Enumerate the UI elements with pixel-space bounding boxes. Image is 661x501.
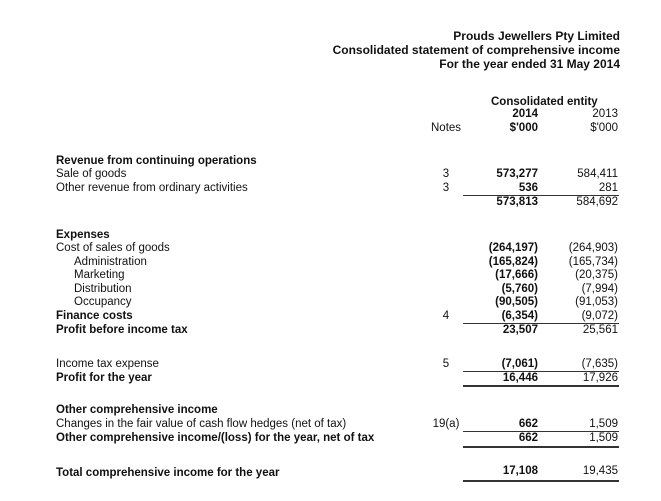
column-year-2014: 2014 <box>512 108 538 120</box>
row-value-2013: (20,375) <box>575 269 618 281</box>
row-label: Finance costs <box>56 310 133 322</box>
row-value-2014: 573,813 <box>496 196 538 208</box>
row-label: Changes in the fair value of cash flow hedges (net of tax) <box>56 418 347 430</box>
row-label: Marketing <box>74 269 125 281</box>
row-value-2014: (90,505) <box>495 296 538 308</box>
row-note: 4 <box>442 310 450 322</box>
row-value-2014: 536 <box>518 182 538 194</box>
column-unit-2014: $'000 <box>509 122 538 134</box>
row-value-2014: (6,354) <box>501 310 538 322</box>
row-value-2013: 1,509 <box>589 418 618 430</box>
row-value-2013: 584,411 <box>577 168 618 180</box>
row-label: Cost of sales of goods <box>56 242 170 254</box>
row-label: Other comprehensive income/(loss) for the year, net of tax <box>56 432 375 444</box>
row-value-2014: 662 <box>518 418 538 430</box>
row-label: Occupancy <box>74 296 132 308</box>
row-value-2013: 19,435 <box>582 465 618 477</box>
row-label: Sale of goods <box>56 168 127 180</box>
total-rule <box>463 446 619 448</box>
row-label: Other comprehensive income <box>56 404 218 416</box>
row-label: Distribution <box>74 283 132 295</box>
row-label: Expenses <box>56 229 110 241</box>
row-note: 19(a) <box>432 418 460 430</box>
company-name: Prouds Jewellers Pty Limited <box>453 29 620 43</box>
row-value-2014: 17,108 <box>502 465 538 477</box>
row-value-2014: 16,446 <box>502 372 538 384</box>
row-value-2014: 573,277 <box>496 168 538 180</box>
row-value-2013: 1,509 <box>589 432 618 444</box>
column-notes-header: Notes <box>431 122 462 134</box>
row-value-2013: 25,561 <box>582 324 618 336</box>
row-value-2013: (264,903) <box>568 242 618 254</box>
row-label: Profit for the year <box>56 372 152 384</box>
column-group-header: Consolidated entity <box>491 96 598 108</box>
column-year-2013: 2013 <box>592 108 618 120</box>
row-label: Revenue from continuing operations <box>56 155 257 167</box>
row-note: 5 <box>442 358 450 370</box>
column-unit-2013: $'000 <box>590 122 618 134</box>
row-value-2013: (91,053) <box>575 296 618 308</box>
row-value-2013: 281 <box>598 182 618 194</box>
row-label: Administration <box>74 256 147 268</box>
row-label: Total comprehensive income for the year <box>56 467 280 479</box>
row-value-2013: 584,692 <box>576 196 618 208</box>
row-value-2013: (7,635) <box>581 358 618 370</box>
row-value-2013: (165,734) <box>568 256 618 268</box>
row-value-2014: 23,507 <box>502 324 538 336</box>
row-value-2013: (9,072) <box>581 310 618 322</box>
row-value-2014: (264,197) <box>488 242 538 254</box>
row-value-2013: 17,926 <box>582 372 618 384</box>
row-value-2013: (7,994) <box>581 283 618 295</box>
row-label: Income tax expense <box>56 358 159 370</box>
total-rule <box>463 480 619 482</box>
row-value-2014: (7,061) <box>501 358 538 370</box>
statement-period: For the year ended 31 May 2014 <box>439 57 620 71</box>
row-value-2014: 662 <box>518 432 538 444</box>
row-label: Other revenue from ordinary activities <box>56 182 248 194</box>
row-value-2014: (17,666) <box>495 269 538 281</box>
total-rule <box>463 385 619 387</box>
statement-title: Consolidated statement of comprehensive income <box>332 43 620 57</box>
row-label: Profit before income tax <box>56 324 188 336</box>
row-value-2014: (5,760) <box>501 283 538 295</box>
row-note: 3 <box>442 182 450 194</box>
row-value-2014: (165,824) <box>488 256 538 268</box>
row-note: 3 <box>442 168 450 180</box>
